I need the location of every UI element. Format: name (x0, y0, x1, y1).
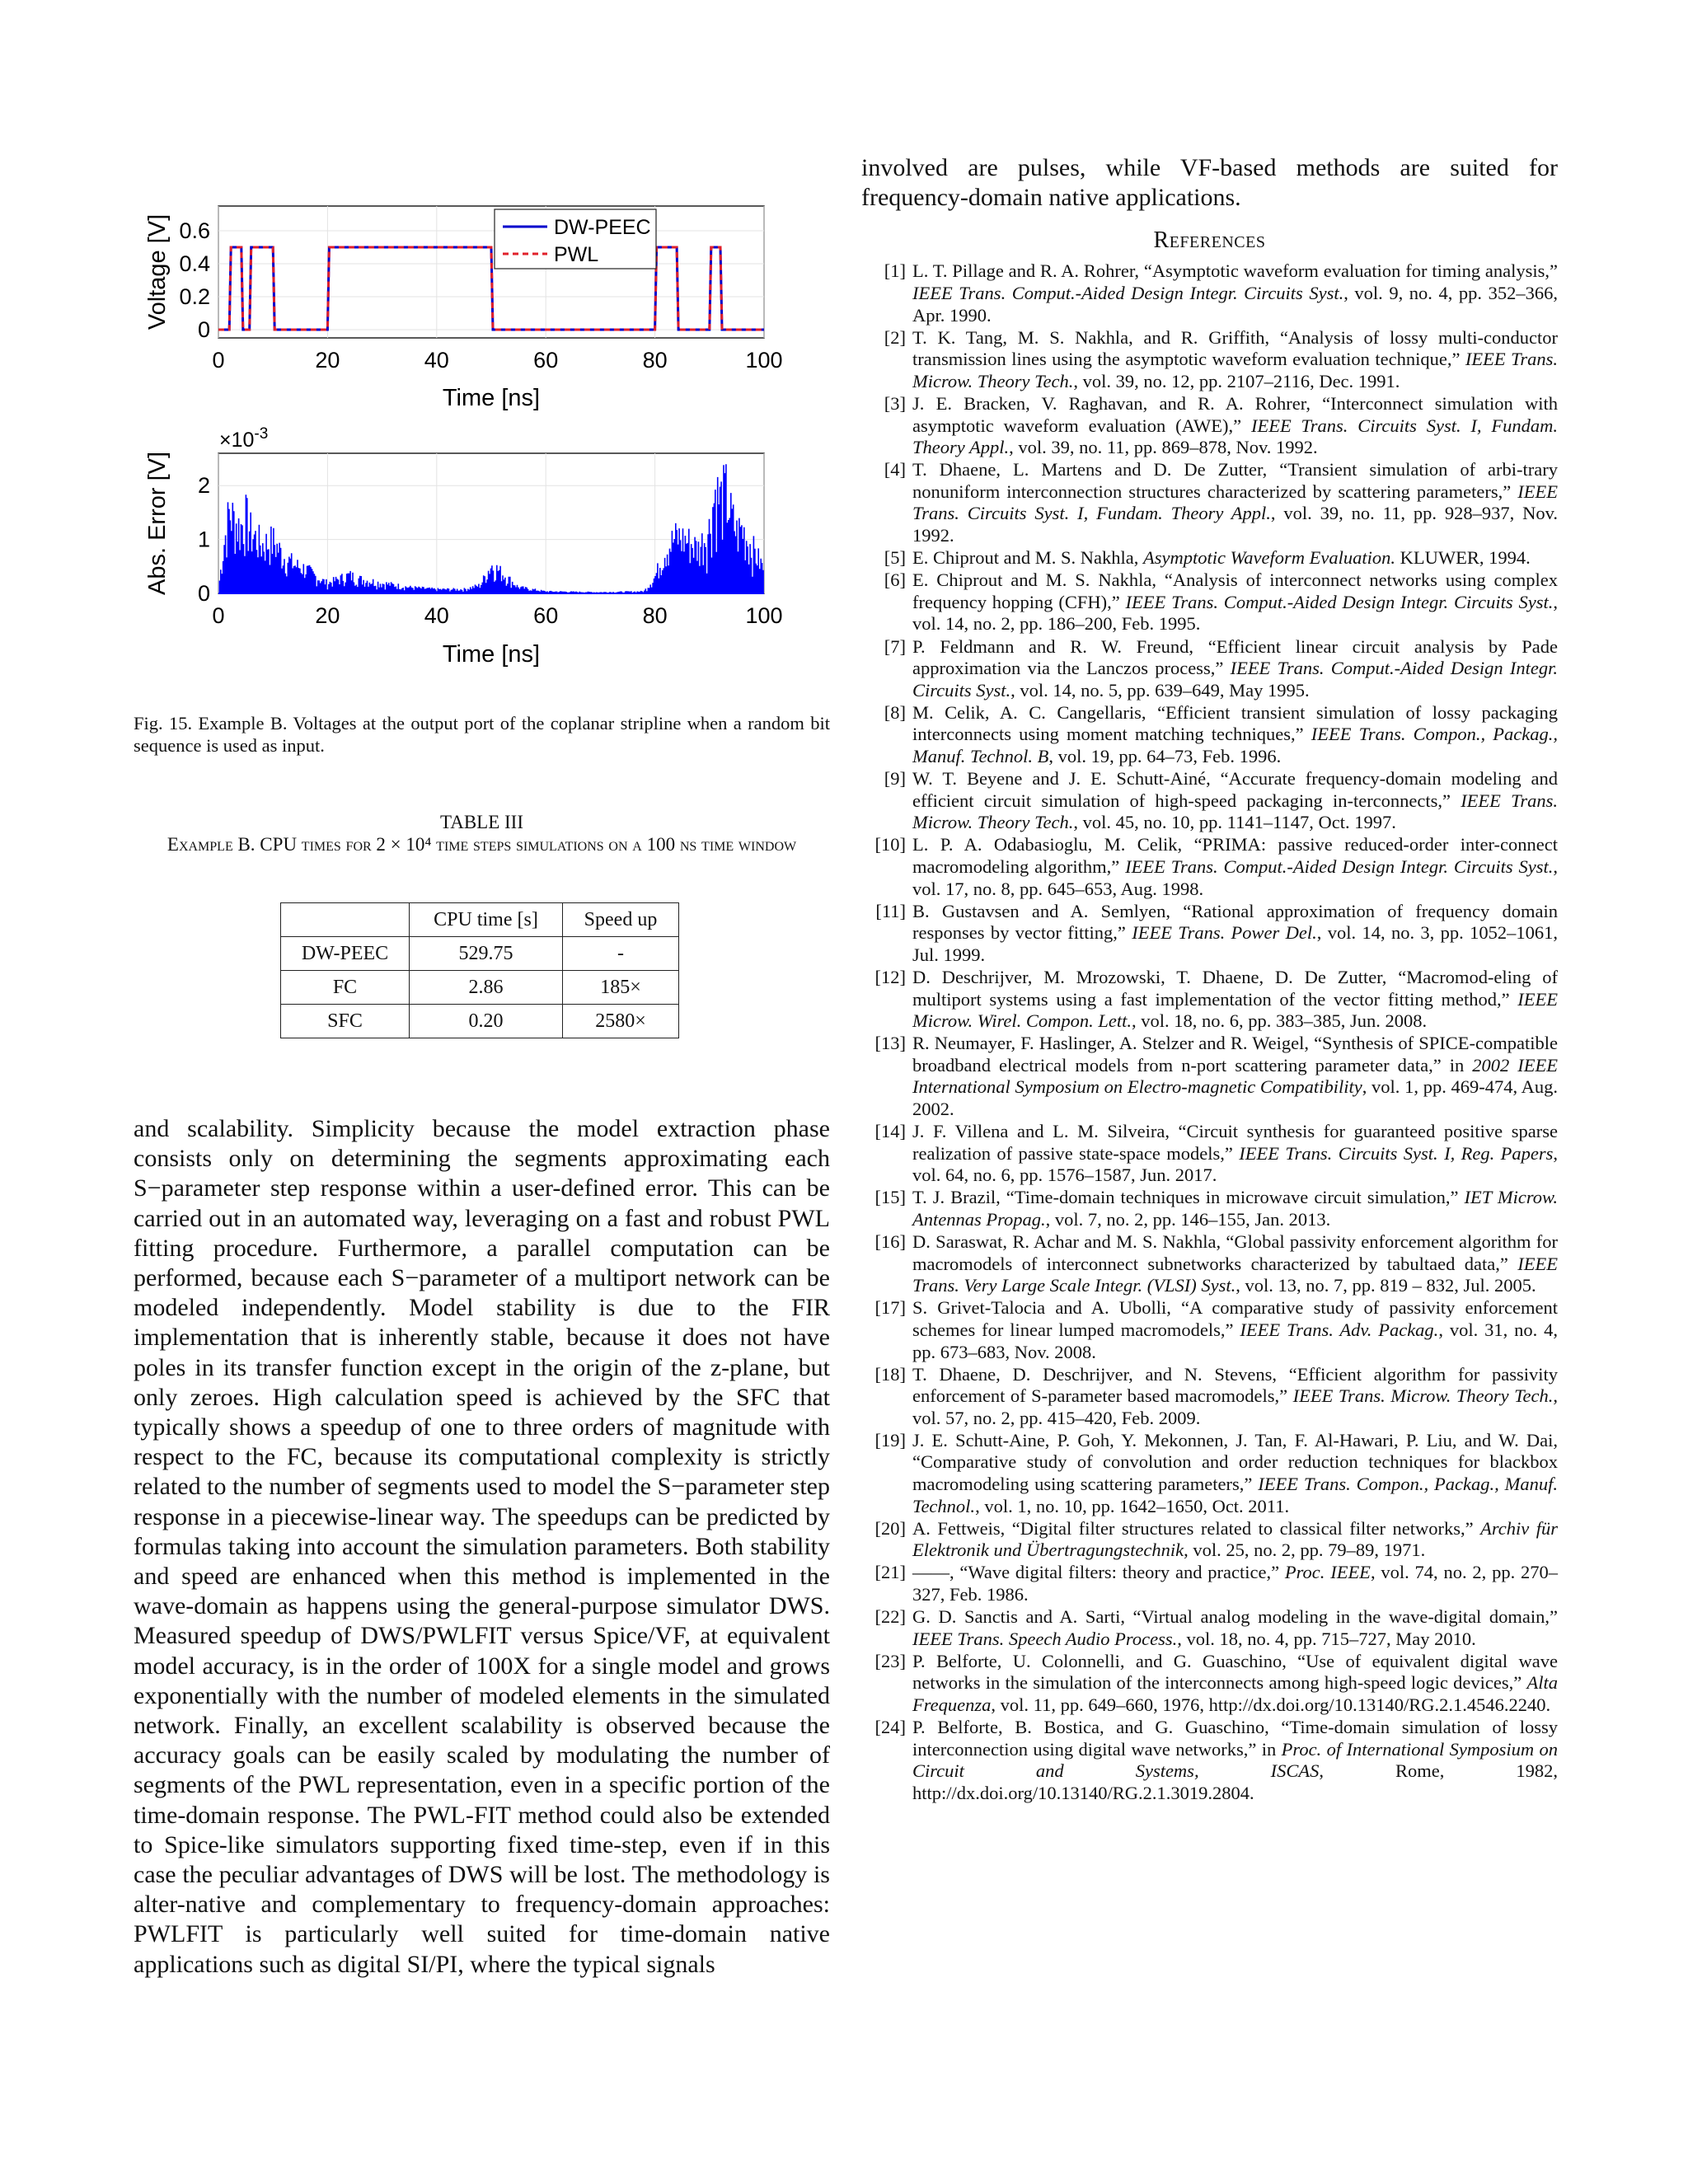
reference-item (861, 1430, 1558, 1517)
reference-number: [9] (884, 768, 906, 790)
reference-text: M. Celik, A. C. Cangellaris, “Efficient transient simulation of lossy packaging interconnects using moment matching techniques,” (912, 701, 1558, 745)
reference-item (861, 1231, 1558, 1297)
reference-details: , vol. 1, pp. 469-474, Aug. 2002. (912, 1076, 1558, 1119)
reference-venue: IEEE Microw. Wirel. Compon. Lett. (912, 988, 1558, 1032)
body-text-right: involved are pulses, while VF-based methods are suited for frequency-domain native applications. (861, 154, 1558, 212)
reference-number: [23] (874, 1650, 906, 1671)
reference-number: [19] (874, 1429, 906, 1451)
x-tick-label: 80 (642, 603, 668, 628)
table-header-cell (281, 903, 410, 937)
table-cell: 2.86 (410, 971, 563, 1005)
x-tick-label: 0 (212, 603, 225, 628)
reference-details: , vol. 11, pp. 649–660, 1976, http://dx.doi.org/10.13140/RG.2.1.4546.2240. (991, 1694, 1551, 1715)
table-row (281, 937, 679, 971)
table-cell: 0.20 (410, 1005, 563, 1038)
reference-item (861, 1518, 1558, 1562)
right-column (861, 153, 1558, 1804)
x-tick-label: 60 (533, 348, 559, 373)
reference-venue: IEEE Trans. Microw. Theory Tech. (912, 349, 1558, 391)
reference-number: [16] (874, 1231, 906, 1253)
cpu-time-table (280, 902, 679, 1038)
x-tick-label: 40 (424, 603, 449, 628)
reference-details: , vol. 7, no. 2, pp. 146–155, Jan. 2013. (1045, 1208, 1331, 1230)
table-cell: - (563, 937, 679, 971)
reference-number: [7] (884, 635, 906, 657)
reference-details: , vol. 14, no. 3, pp. 1052–1061, Jul. 1999. (912, 922, 1558, 965)
reference-venue: IEEE Trans. Compon., Packag., Manuf. Technol. (912, 1474, 1558, 1516)
reference-details: , vol. 39, no. 11, pp. 869–878, Nov. 1992. (1009, 437, 1318, 458)
reference-number: [1] (884, 260, 906, 282)
y-tick-label: 0.6 (179, 218, 210, 243)
x-tick-label: 20 (315, 603, 340, 628)
reference-number: [21] (874, 1562, 906, 1583)
reference-details: , vol. 39, no. 11, pp. 928–937, Nov. 1992. (912, 503, 1558, 546)
table-row (281, 1005, 679, 1038)
table-cell: DW-PEEC (281, 937, 410, 971)
reference-text: J. E. Bracken, V. Raghavan, and R. A. Rohrer, “Interconnect simulation with asymptotic waveform evaluation (AWE),” (912, 392, 1558, 436)
reference-text: G. D. Sanctis and A. Sarti, “Virtual analog modeling in the wave-digital domain,” (912, 1606, 1558, 1628)
reference-item (861, 1606, 1558, 1650)
table-header-row (281, 903, 679, 937)
reference-text: S. Grivet-Talocia and A. Ubolli, “A comparative study of passivity enforcement schemes for linear lumped macromodels,” (912, 1297, 1558, 1340)
reference-venue: Asymptotic Waveform Evaluation. (1142, 547, 1395, 569)
reference-details: , Rome, 1982, http://dx.doi.org/10.13140/RG.2.1.3019.2804. (912, 1760, 1559, 1803)
table-header-cell: Speed up (563, 903, 679, 937)
reference-number: [13] (874, 1033, 906, 1054)
reference-item (861, 1121, 1558, 1187)
reference-venue: IEEE Trans. Microw. Theory Tech. (912, 790, 1558, 833)
error-plot-exponent: $\times 10^{-3}$ (219, 425, 269, 452)
reference-details: , vol. 14, no. 2, pp. 186–200, Feb. 1995. (912, 591, 1558, 635)
reference-item (861, 1297, 1558, 1363)
voltage-plot (144, 206, 783, 411)
reference-item (861, 1717, 1558, 1804)
reference-number: [22] (874, 1606, 906, 1628)
reference-text: E. Chiprout and M. S. Nakhla, “Analysis of interconnect networks using complex frequency hopping (CFH),” (912, 569, 1558, 612)
reference-venue: Archiv für Elektronik und Übertragungstechnik (912, 1517, 1558, 1561)
error-plot-xticks (212, 603, 782, 628)
x-tick-label: 20 (315, 348, 340, 373)
reference-text: P. Feldmann and R. W. Freund, “Efficient linear circuit analysis by Pade approximation via the Lanczos process,” (912, 635, 1558, 679)
reference-text: A. Fettweis, “Digital filter structures related to classical filter networks,” (912, 1517, 1481, 1539)
reference-details: , vol. 74, no. 2, pp. 270–327, Feb. 1986. (912, 1562, 1558, 1605)
reference-text: ——, “Wave digital filters: theory and practice,” (912, 1562, 1285, 1583)
reference-number: [6] (884, 569, 906, 591)
reference-item (861, 1033, 1558, 1120)
figure-plots (134, 190, 830, 701)
reference-item (861, 636, 1558, 702)
voltage-plot-ylabel: Voltage [V] (144, 213, 171, 330)
y-tick-label: 0 (197, 581, 210, 606)
table-cell: 529.75 (410, 937, 563, 971)
table-cell: FC (281, 971, 410, 1005)
reference-venue: IEEE Trans. Microw. Theory Tech. (1292, 1385, 1554, 1407)
reference-venue: IEEE Trans. Comput.-Aided Design Integr. Circuits Syst. (1125, 855, 1554, 877)
table-header-cell: CPU time [s] (410, 903, 563, 937)
reference-details: , vol. 9, no. 4, pp. 352–366, Apr. 1990. (912, 283, 1558, 326)
reference-text: L. P. A. Odabasioglu, M. Celik, “PRIMA: passive reduced-order inter-connect macromodeling algorithm,” (912, 834, 1558, 877)
y-tick-label: 0.2 (179, 284, 210, 309)
reference-number: [14] (874, 1121, 906, 1142)
y-tick-label: 0.4 (179, 251, 210, 276)
reference-number: [5] (884, 547, 906, 569)
reference-details: , vol. 17, no. 8, pp. 645–653, Aug. 1998. (912, 855, 1558, 899)
reference-venue: IEEE Trans. Circuits Syst. I, Fundam. Theory Appl. (912, 480, 1558, 524)
reference-text: P. Belforte, U. Colonnelli, and G. Guaschino, “Use of equivalent digital wave networks in the simulation of the interconnects among high-speed logic devices,” (912, 1650, 1558, 1694)
reference-text: B. Gustavsen and A. Semlyen, “Rational approximation of frequency domain responses by vector fitting,” (912, 900, 1558, 944)
x-tick-label: 0 (212, 348, 225, 373)
reference-item (861, 569, 1558, 635)
reference-item (861, 547, 1558, 569)
error-plot-ylabel: Abs. Error [V] (144, 451, 171, 596)
reference-venue: IET Microw. Antennas Propag. (912, 1187, 1559, 1230)
reference-item (861, 1562, 1558, 1605)
x-tick-label: 100 (745, 603, 783, 628)
reference-number: [2] (884, 326, 906, 348)
reference-venue: IEEE Trans. Adv. Packag. (1240, 1319, 1439, 1340)
reference-number: [12] (874, 966, 906, 987)
reference-text: J. F. Villena and L. M. Silveira, “Circuit synthesis for guaranteed positive sparse realization of passive state-space models,” (912, 1121, 1558, 1164)
voltage-plot-yticks (179, 218, 210, 342)
reference-item (861, 702, 1558, 768)
reference-number: [3] (884, 392, 906, 414)
reference-details: , vol. 18, no. 6, pp. 383–385, Jun. 2008. (1132, 1010, 1428, 1032)
reference-details: , vol. 57, no. 2, pp. 415–420, Feb. 2009. (912, 1385, 1558, 1428)
reference-text: L. T. Pillage and R. A. Rohrer, “Asymptotic waveform evaluation for timing analysis,” (912, 260, 1558, 282)
reference-item (861, 393, 1558, 459)
x-tick-label: 80 (642, 348, 668, 373)
body-text-left: and scalability. Simplicity because the model extraction phase consists only on determining the segments approximating each S−parameter step response within a user-defined error. This can be carried out in an automated way, leveraging on a fast and robust PWL fitting procedure. Furthermore, a parallel computation can be performed, because each S−parameter of a multiport network can be modeled independently. Model stability is due to the FIR implementation that is inherently stable, because it does not have poles in its transfer function except in the origin of the z-plane, but only zeroes. High calculation speed is achieved by the SFC that typically shows a speedup of one to three orders of magnitude with respect to the FC, because its computational complexity is strictly related to the number of segments used to model the S−parameter step response in a piecewise-linear way. The speedups can be predicted by formulas taking into account the simulation parameters. Both stability and speed are enhanced when this method is implemented in the wave-domain as happens using the general-purpose simulator DWS. Measured speedup of DWS/PWLFIT versus Spice/VF, at equivalent model accuracy, is in the order of 100X for a single model and grows exponentially with the number of modeled elements in the simulated network. Finally, an excellent scalability is observed because the accuracy goals can be easily scaled by modulating the number of segments of the PWL representation, even in a specific portion of the time-domain response. The PWL-FIT method could also be extended to Spice-like simulators supporting fixed time-step, even if in this case the peculiar advantages of DWS will be lost. The methodology is alter-native and complementary to frequency-domain approaches: PWLFIT is particularly well suited for time-domain native applications such as digital SI/PI, where the typical signals (134, 1115, 830, 1978)
table-cell: SFC (281, 1005, 410, 1038)
reference-text: T. Dhaene, L. Martens and D. De Zutter, “Transient simulation of arbi-trary nonuniform interconnection structures characterized by scattering parameters,” (912, 459, 1558, 502)
reference-details: , vol. 14, no. 5, pp. 639–649, May 1995. (1010, 679, 1310, 701)
legend-label-dw-peec: DW-PEEC (554, 216, 651, 239)
reference-text: T. K. Tang, M. S. Nakhla, and R. Griffith, “Analysis of lossy multi-conductor transmission lines using the asymptotic waveform evaluation technique,” (912, 326, 1558, 370)
reference-text: T. Dhaene, D. Deschrijver, and N. Stevens, “Efficient algorithm for passivity enforcement of S-parameter based macromodels,” (912, 1363, 1558, 1407)
table-title: Example B. CPU times for 2 × 10⁴ time steps simulations on a 100 ns time window (166, 834, 797, 855)
reference-venue: IEEE Trans. Very Large Scale Integr. (VLSI) Syst. (912, 1253, 1558, 1296)
reference-item (861, 768, 1558, 834)
y-tick-label: 1 (197, 527, 210, 552)
reference-venue: IEEE Trans. Comput.-Aided Design Integr. Circuits Syst. (1125, 591, 1554, 612)
reference-venue: Proc. of International Symposium on Circuit and Systems, ISCAS (912, 1738, 1559, 1782)
reference-number: [8] (884, 701, 906, 723)
voltage-plot-legend (495, 209, 656, 269)
reference-item (861, 834, 1558, 900)
table-cell: 2580× (563, 1005, 679, 1038)
reference-details: , vol. 1, no. 10, pp. 1642–1650, Oct. 2011. (975, 1495, 1290, 1516)
reference-text: D. Deschrijver, M. Mrozowski, T. Dhaene, D. De Zutter, “Macromod-eling of multiport systems using a fast implementation of the vector fitting method,” (912, 966, 1558, 1010)
y-tick-label: 0 (197, 317, 210, 342)
reference-text: P. Belforte, B. Bostica, and G. Guaschino, “Time-domain simulation of lossy interconnection using digital wave networks,” in (912, 1717, 1558, 1760)
references-heading: References (1153, 227, 1266, 254)
error-plot (144, 425, 783, 668)
reference-number: [24] (874, 1717, 906, 1738)
reference-text: D. Saraswat, R. Achar and M. S. Nakhla, “Global passivity enforcement algorithm for macromodels of interconnect subnetworks characterized by tabultaed data,” (912, 1231, 1558, 1274)
x-tick-label: 40 (424, 348, 449, 373)
voltage-plot-xticks (212, 348, 782, 373)
reference-number: [20] (874, 1517, 906, 1539)
reference-text: W. T. Beyene and J. E. Schutt-Ainé, “Accurate frequency-domain modeling and efficient circuit simulation of high-speed packaging in-terconnects,” (912, 768, 1558, 811)
figure-15 (134, 190, 830, 717)
voltage-plot-xlabel: Time [ns] (442, 385, 541, 411)
reference-venue: IEEE Trans. Comput.-Aided Design Integr. Circuits Syst. (912, 283, 1344, 303)
error-plot-yticks (198, 473, 210, 606)
reference-venue: IEEE Trans. Speech Audio Process. (912, 1628, 1178, 1649)
reference-item (861, 1187, 1558, 1230)
reference-item (861, 327, 1558, 393)
table-heading (134, 811, 830, 855)
x-tick-label: 60 (533, 603, 559, 628)
reference-item (861, 1651, 1558, 1717)
reference-item (861, 459, 1558, 546)
reference-number: [4] (884, 459, 906, 480)
reference-number: [17] (874, 1297, 906, 1319)
reference-text: J. E. Schutt-Aine, P. Goh, Y. Mekonnen, J. Tan, F. Al-Hawari, P. Liu, and W. Dai, “Comparative study of convolution and order reduction techniques for blackbox macromodeling using scattering parameters,” (912, 1429, 1558, 1495)
reference-number: [11] (875, 900, 906, 921)
reference-details: , vol. 19, pp. 64–73, Feb. 1996. (1048, 745, 1282, 766)
reference-details: , vol. 64, no. 6, pp. 1576–1587, Jun. 2017. (912, 1142, 1558, 1186)
reference-text: T. J. Brazil, “Time-domain techniques in microwave circuit simulation,” (912, 1187, 1465, 1208)
reference-details: , vol. 31, no. 4, pp. 673–683, Nov. 2008. (912, 1319, 1558, 1362)
reference-details: , vol. 13, no. 7, pp. 819 – 832, Jul. 2005. (1236, 1275, 1536, 1296)
error-plot-xlabel: Time [ns] (442, 641, 541, 668)
reference-number: [10] (874, 834, 906, 855)
reference-item (861, 1364, 1558, 1430)
reference-number: [18] (874, 1363, 906, 1385)
reference-item (861, 967, 1558, 1033)
reference-venue: IEEE Trans. Compon., Packag., Manuf. Technol. B (912, 724, 1558, 766)
reference-venue: Alta Frequenza (912, 1672, 1558, 1715)
reference-details: , vol. 25, no. 2, pp. 79–89, 1971. (1184, 1540, 1426, 1561)
reference-text: E. Chiprout and M. S. Nakhla, (912, 547, 1143, 569)
reference-details: , vol. 18, no. 4, pp. 715–727, May 2010. (1177, 1628, 1476, 1649)
table-row (281, 971, 679, 1005)
legend-label-pwl: PWL (554, 243, 599, 266)
reference-text: R. Neumayer, F. Haslinger, A. Stelzer and R. Weigel, “Synthesis of SPICE-compatible broadband electrical models from n-port scattering parameter data,” in (912, 1033, 1558, 1076)
y-tick-label: 2 (197, 473, 210, 499)
reference-venue: 2002 IEEE International Symposium on Electro-magnetic Compatibility (912, 1054, 1558, 1098)
x-tick-label: 100 (745, 348, 783, 373)
reference-venue: IEEE Trans. Circuits Syst. I, Reg. Papers (1239, 1142, 1554, 1164)
references-list (861, 260, 1558, 1804)
reference-item (861, 260, 1558, 326)
reference-venue: IEEE Trans. Comput.-Aided Design Integr. Circuits Syst. (912, 658, 1558, 701)
reference-venue: IEEE Trans. Circuits Syst. I, Fundam. Theory Appl. (912, 415, 1558, 458)
reference-details: , vol. 45, no. 10, pp. 1141–1147, Oct. 1997. (1073, 812, 1396, 833)
reference-number: [15] (874, 1187, 906, 1208)
reference-venue: IEEE Trans. Power Del. (1132, 922, 1317, 944)
figure-caption: Fig. 15. Example B. Voltages at the output port of the coplanar stripline when a random bit sequence is used as input. (134, 713, 830, 756)
reference-item (861, 901, 1558, 967)
reference-details: , vol. 39, no. 12, pp. 2107–2116, Dec. 1991. (1073, 370, 1400, 391)
reference-venue: Proc. IEEE (1284, 1562, 1371, 1583)
reference-details: KLUWER, 1994. (1395, 547, 1531, 569)
table-cell: 185× (563, 971, 679, 1005)
table-label: TABLE III (440, 812, 523, 832)
